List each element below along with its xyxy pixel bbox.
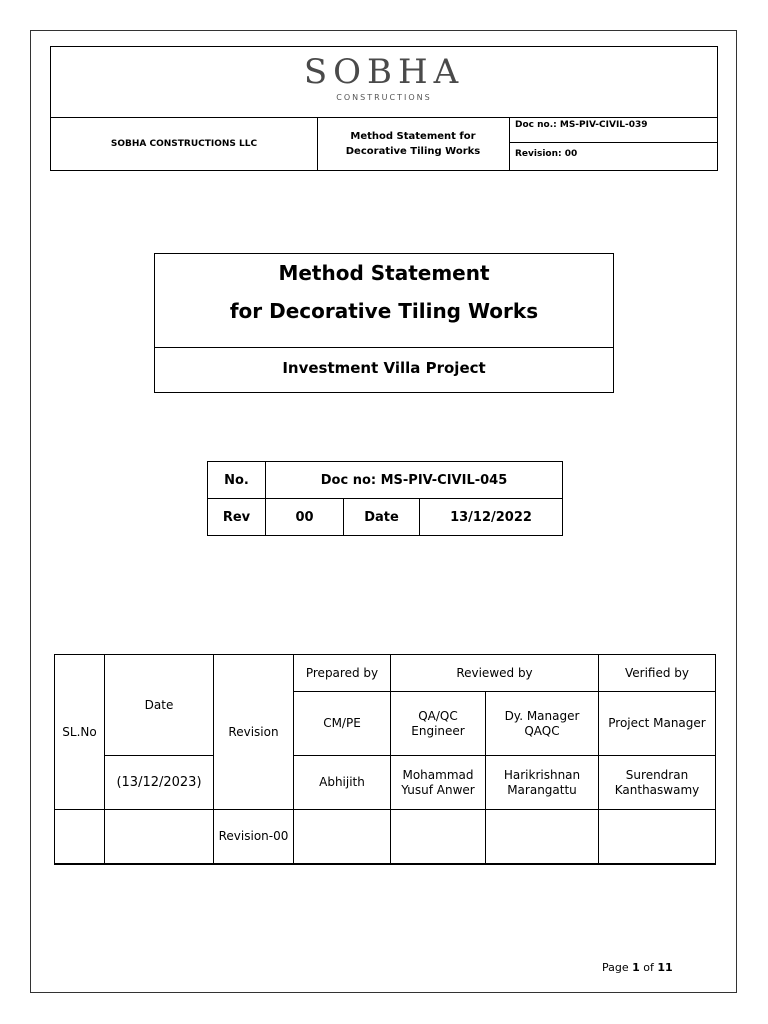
title-box-main <box>155 254 613 348</box>
qaqc-name: Mohammad Yusuf Anwer <box>391 756 486 810</box>
no-label: No. <box>208 462 266 499</box>
revision-header: Revision <box>214 655 294 810</box>
prepared-by-header: Prepared by <box>294 655 391 692</box>
logo-subtitle: CONSTRUCTIONS <box>336 93 432 102</box>
rev-names-row <box>55 756 716 810</box>
rev-label: Rev <box>208 499 266 536</box>
revision-history-table <box>54 654 716 865</box>
date-label: Date <box>344 499 420 536</box>
rev-date-row <box>208 499 563 536</box>
empty-cell <box>391 810 486 864</box>
dy-manager-name: Harikrishnan Marangattu <box>486 756 599 810</box>
main-title-line1: Method Statement <box>278 261 490 285</box>
project-manager-name: Surendran Kanthaswamy <box>599 756 716 810</box>
page-of: of <box>643 961 654 974</box>
doc-number-row <box>208 462 563 499</box>
prepared-name: Abhijith <box>294 756 391 810</box>
rev-entry-row <box>55 810 716 864</box>
empty-cell <box>55 810 105 864</box>
project-name: Investment Villa Project <box>282 359 486 377</box>
empty-cell <box>486 810 599 864</box>
doc-number-value: Doc no: MS-PIV-CIVIL-045 <box>266 462 563 499</box>
document-header <box>50 46 718 171</box>
date-value: 13/12/2022 <box>420 499 563 536</box>
qaqc-engineer-role: QA/QC Engineer <box>391 692 486 756</box>
verified-by-header: Verified by <box>599 655 716 692</box>
doc-number-table <box>207 461 563 536</box>
company-name: SOBHA CONSTRUCTIONS LLC <box>51 117 318 170</box>
dy-manager-role: Dy. Manager QAQC <box>486 692 599 756</box>
rev-header-row <box>55 655 716 692</box>
empty-cell <box>294 810 391 864</box>
empty-cell <box>599 810 716 864</box>
rev-value: 00 <box>266 499 344 536</box>
empty-cell <box>105 810 214 864</box>
main-title-line2: for Decorative Tiling Works <box>229 299 539 323</box>
row-date: (13/12/2023) <box>105 756 214 810</box>
header-doc-number: Doc no.: MS-PIV-CIVIL-039 <box>509 117 717 143</box>
header-title-line2: Decorative Tiling Works <box>345 145 481 157</box>
page-prefix: Page <box>602 961 629 974</box>
revision-entry: Revision-00 <box>214 810 294 864</box>
date-header: Date <box>105 655 214 756</box>
project-manager-role: Project Manager <box>599 692 716 756</box>
logo-wordmark: SOBHA <box>303 52 465 92</box>
page-current: 1 <box>632 961 640 974</box>
cmpe-role: CM/PE <box>294 692 391 756</box>
page-number <box>602 961 673 974</box>
header-revision: Revision: 00 <box>515 149 578 159</box>
company-logo <box>51 47 717 118</box>
slno-header: SL.No <box>55 655 105 810</box>
reviewed-by-header: Reviewed by <box>391 655 599 692</box>
header-document-title <box>317 117 510 170</box>
page-total: 11 <box>657 961 673 974</box>
header-title-line1: Method Statement for <box>350 130 476 142</box>
title-box <box>154 253 614 393</box>
